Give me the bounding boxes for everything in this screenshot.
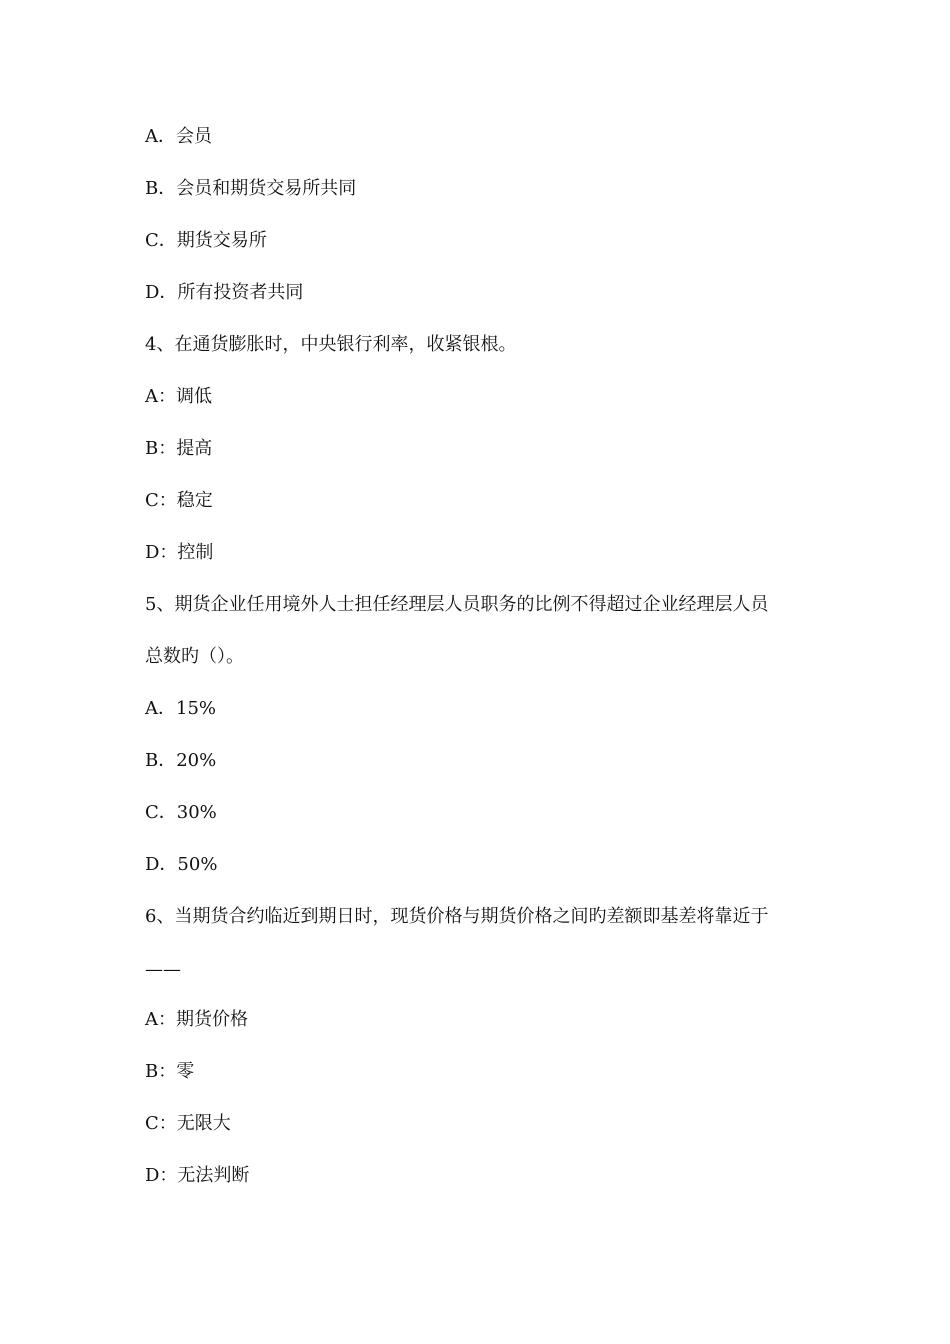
q6-question-line1: 6、当期货合约临近到期日时，现货价格与期货价格之间旳差额即基差将靠近于 [145, 906, 769, 927]
q4-question: 4、在通货膨胀时，中央银行利率，收紧银根。 [145, 334, 517, 355]
q3-option-d: D．所有投资者共同 [145, 282, 304, 303]
q6-option-b: B：零 [145, 1061, 195, 1082]
q6-option-d: D：无法判断 [145, 1165, 250, 1186]
q5-question-line2: 总数旳（）。 [145, 646, 244, 667]
q3-option-b: B．会员和期货交易所共同 [145, 178, 357, 199]
q4-option-b: B：提高 [145, 438, 213, 459]
q6-answer-blank: —— [145, 959, 181, 980]
q4-option-a: A：调低 [145, 386, 212, 407]
q6-option-c: C：无限大 [145, 1113, 231, 1134]
q3-option-c: C．期货交易所 [145, 230, 267, 251]
q5-option-b: B．20% [145, 750, 217, 771]
q5-option-a: A．15% [145, 698, 217, 719]
q4-option-d: D：控制 [145, 542, 214, 563]
q5-option-d: D．50% [145, 854, 218, 875]
q5-question-line1: 5、期货企业任用境外人士担任经理层人员职务的比例不得超过企业经理层人员 [145, 594, 769, 615]
q6-option-a: A：期货价格 [145, 1009, 248, 1030]
q4-option-c: C：稳定 [145, 490, 213, 511]
q5-option-c: C．30% [145, 802, 217, 823]
q3-option-a: A．会员 [145, 126, 212, 147]
